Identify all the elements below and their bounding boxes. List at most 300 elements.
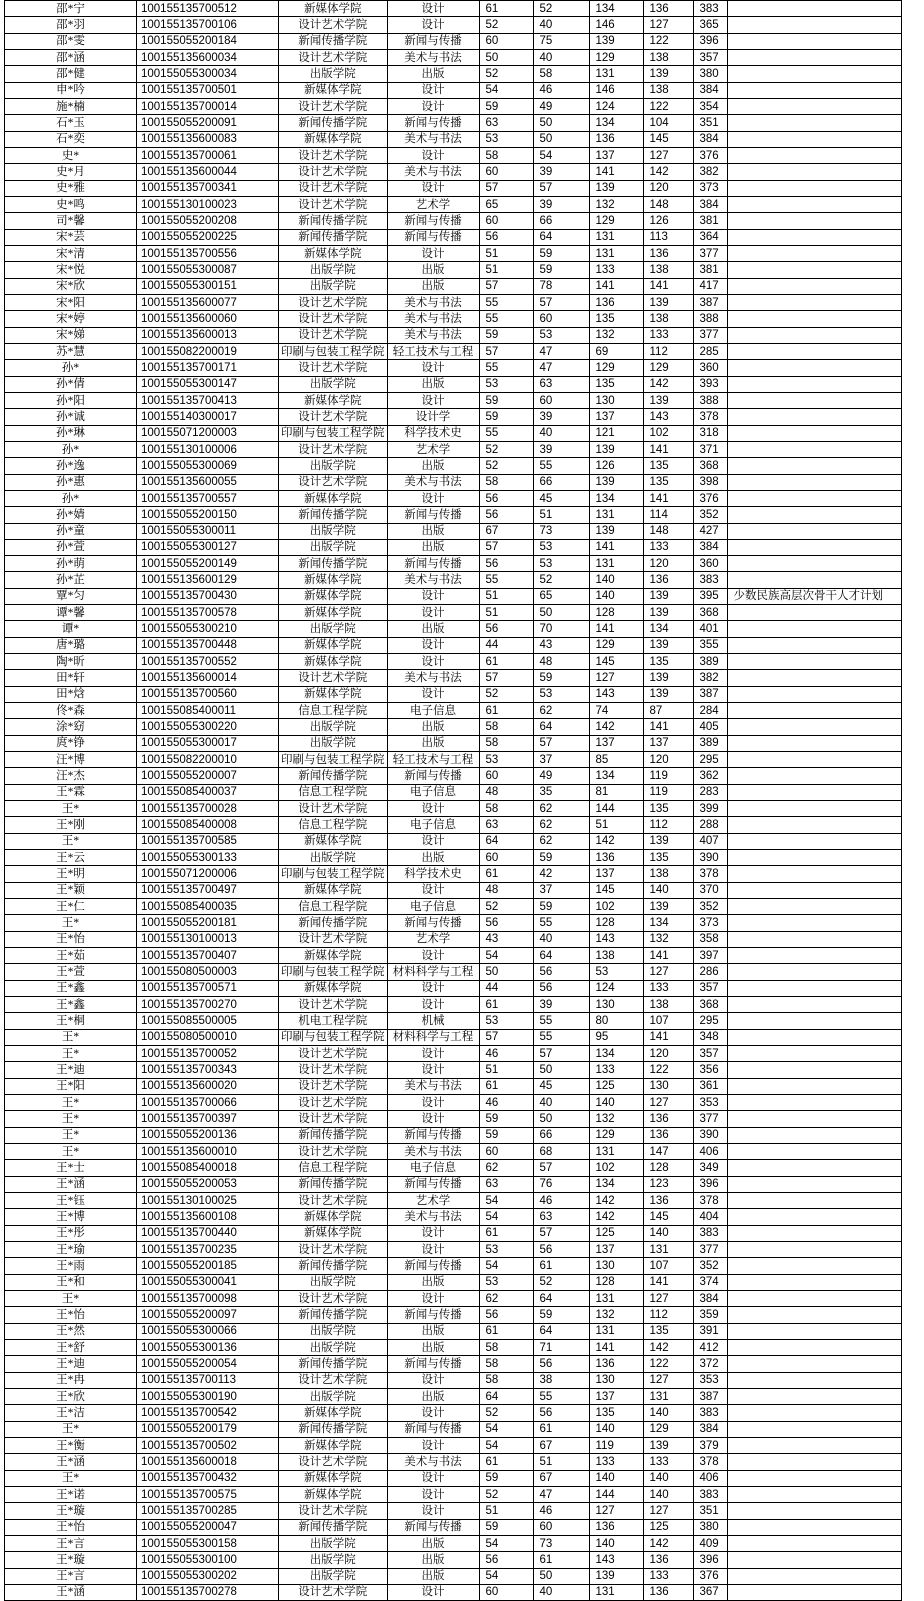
politics-score-cell: 55 <box>479 360 533 376</box>
table-row <box>5 131 902 147</box>
name-cell: 王*雨 <box>5 1258 137 1274</box>
remark-cell <box>727 1143 901 1159</box>
remark-cell <box>727 278 901 294</box>
total-score-cell: 396 <box>693 33 727 49</box>
exam-id-cell: 100155055200054 <box>137 1356 279 1372</box>
college-cell: 设计艺术学院 <box>279 1241 388 1257</box>
exam-id-cell: 100155135700341 <box>137 180 279 196</box>
foreign-language-score-cell: 66 <box>533 213 589 229</box>
exam-id-cell: 100155055200091 <box>137 115 279 131</box>
foreign-language-score-cell: 70 <box>533 621 589 637</box>
name-cell: 王* <box>5 1143 137 1159</box>
major-cell: 美术与书法 <box>387 311 479 327</box>
table-row <box>5 735 902 751</box>
college-cell: 新闻传播学院 <box>279 1307 388 1323</box>
exam-id-cell: 100155135700552 <box>137 654 279 670</box>
foreign-language-score-cell: 59 <box>533 899 589 915</box>
foreign-language-score-cell: 51 <box>533 507 589 523</box>
college-cell: 新媒体学院 <box>279 686 388 702</box>
name-cell: 田*焓 <box>5 686 137 702</box>
exam-id-cell: 100155135600034 <box>137 49 279 65</box>
remark-cell <box>727 833 901 849</box>
table-row <box>5 850 902 866</box>
major-cell: 新闻与传播 <box>387 1307 479 1323</box>
subject2-score-cell: 120 <box>643 556 693 572</box>
table-row <box>5 637 902 653</box>
major-cell: 出版 <box>387 278 479 294</box>
foreign-language-score-cell: 50 <box>533 1111 589 1127</box>
remark-cell <box>727 1094 901 1110</box>
foreign-language-score-cell: 39 <box>533 409 589 425</box>
foreign-language-score-cell: 49 <box>533 768 589 784</box>
subject2-score-cell: 127 <box>643 147 693 163</box>
remark-cell <box>727 1356 901 1372</box>
subject1-score-cell: 141 <box>589 1339 643 1355</box>
subject1-score-cell: 127 <box>589 1503 643 1519</box>
table-row <box>5 82 902 98</box>
name-cell: 史*雅 <box>5 180 137 196</box>
foreign-language-score-cell: 68 <box>533 1143 589 1159</box>
total-score-cell: 295 <box>693 1013 727 1029</box>
exam-id-cell: 100155055300136 <box>137 1339 279 1355</box>
name-cell: 王*博 <box>5 1209 137 1225</box>
remark-cell <box>727 850 901 866</box>
foreign-language-score-cell: 67 <box>533 1470 589 1486</box>
exam-id-cell: 100155135600020 <box>137 1078 279 1094</box>
remark-cell <box>727 637 901 653</box>
total-score-cell: 381 <box>693 213 727 229</box>
name-cell: 王*舒 <box>5 1339 137 1355</box>
remark-cell <box>727 1584 901 1600</box>
name-cell: 陶*昕 <box>5 654 137 670</box>
foreign-language-score-cell: 60 <box>533 1519 589 1535</box>
total-score-cell: 383 <box>693 1 727 17</box>
total-score-cell: 376 <box>693 490 727 506</box>
exam-id-cell: 100155055200007 <box>137 768 279 784</box>
foreign-language-score-cell: 46 <box>533 82 589 98</box>
foreign-language-score-cell: 53 <box>533 556 589 572</box>
exam-id-cell: 100155135700578 <box>137 605 279 621</box>
major-cell: 设计 <box>387 882 479 898</box>
subject1-score-cell: 135 <box>589 311 643 327</box>
exam-id-cell: 100155055200225 <box>137 229 279 245</box>
table-row <box>5 507 902 523</box>
major-cell: 电子信息 <box>387 784 479 800</box>
major-cell: 设计 <box>387 1241 479 1257</box>
remark-cell <box>727 294 901 310</box>
name-cell: 王* <box>5 1290 137 1306</box>
major-cell: 设计 <box>387 1046 479 1062</box>
name-cell: 王*鑫 <box>5 997 137 1013</box>
exam-id-cell: 100155135700497 <box>137 882 279 898</box>
exam-id-cell: 100155055300066 <box>137 1323 279 1339</box>
college-cell: 新闻传播学院 <box>279 1258 388 1274</box>
table-row <box>5 948 902 964</box>
name-cell: 孙*童 <box>5 523 137 539</box>
politics-score-cell: 57 <box>479 670 533 686</box>
name-cell: 田*轩 <box>5 670 137 686</box>
name-cell: 邵*健 <box>5 66 137 82</box>
remark-cell <box>727 768 901 784</box>
table-row <box>5 1323 902 1339</box>
subject2-score-cell: 142 <box>643 376 693 392</box>
total-score-cell: 318 <box>693 425 727 441</box>
foreign-language-score-cell: 66 <box>533 474 589 490</box>
college-cell: 设计艺术学院 <box>279 474 388 490</box>
foreign-language-score-cell: 42 <box>533 866 589 882</box>
college-cell: 新闻传播学院 <box>279 507 388 523</box>
subject1-score-cell: 127 <box>589 670 643 686</box>
table-row <box>5 833 902 849</box>
major-cell: 科学技术史 <box>387 866 479 882</box>
subject2-score-cell: 134 <box>643 621 693 637</box>
remark-cell <box>727 948 901 964</box>
remark-cell <box>727 98 901 114</box>
total-score-cell: 404 <box>693 1209 727 1225</box>
major-cell: 新闻与传播 <box>387 915 479 931</box>
total-score-cell: 393 <box>693 376 727 392</box>
table-row <box>5 1405 902 1421</box>
politics-score-cell: 61 <box>479 1454 533 1470</box>
exam-id-cell: 100155135700397 <box>137 1111 279 1127</box>
subject2-score-cell: 136 <box>643 1584 693 1600</box>
subject1-score-cell: 133 <box>589 262 643 278</box>
politics-score-cell: 61 <box>479 997 533 1013</box>
exam-id-cell: 100155055200179 <box>137 1421 279 1437</box>
exam-id-cell: 100155071200006 <box>137 866 279 882</box>
subject1-score-cell: 130 <box>589 392 643 408</box>
subject1-score-cell: 132 <box>589 327 643 343</box>
college-cell: 设计艺术学院 <box>279 1062 388 1078</box>
total-score-cell: 399 <box>693 801 727 817</box>
politics-score-cell: 51 <box>479 262 533 278</box>
subject2-score-cell: 114 <box>643 507 693 523</box>
college-cell: 出版学院 <box>279 458 388 474</box>
politics-score-cell: 60 <box>479 213 533 229</box>
foreign-language-score-cell: 40 <box>533 49 589 65</box>
name-cell: 王* <box>5 1029 137 1045</box>
total-score-cell: 348 <box>693 1029 727 1045</box>
table-row <box>5 1160 902 1176</box>
college-cell: 设计艺术学院 <box>279 1290 388 1306</box>
college-cell: 设计艺术学院 <box>279 360 388 376</box>
exam-id-cell: 100155085400011 <box>137 703 279 719</box>
name-cell: 孙*逸 <box>5 458 137 474</box>
exam-id-cell: 100155055300011 <box>137 523 279 539</box>
table-row <box>5 1454 902 1470</box>
remark-cell <box>727 1127 901 1143</box>
politics-score-cell: 57 <box>479 539 533 555</box>
exam-id-cell: 100155135600055 <box>137 474 279 490</box>
foreign-language-score-cell: 40 <box>533 1094 589 1110</box>
name-cell: 王*颖 <box>5 882 137 898</box>
college-cell: 信息工程学院 <box>279 703 388 719</box>
college-cell: 设计艺术学院 <box>279 1372 388 1388</box>
foreign-language-score-cell: 53 <box>533 539 589 555</box>
subject2-score-cell: 123 <box>643 1176 693 1192</box>
total-score-cell: 406 <box>693 1470 727 1486</box>
total-score-cell: 371 <box>693 441 727 457</box>
subject2-score-cell: 112 <box>643 817 693 833</box>
subject1-score-cell: 128 <box>589 605 643 621</box>
name-cell: 宋*悦 <box>5 262 137 278</box>
major-cell: 美术与书法 <box>387 1143 479 1159</box>
name-cell: 宋*阳 <box>5 294 137 310</box>
major-cell: 新闻与传播 <box>387 213 479 229</box>
subject1-score-cell: 131 <box>589 1143 643 1159</box>
college-cell: 设计艺术学院 <box>279 327 388 343</box>
subject2-score-cell: 135 <box>643 458 693 474</box>
remark-cell <box>727 915 901 931</box>
subject1-score-cell: 137 <box>589 735 643 751</box>
subject2-score-cell: 136 <box>643 572 693 588</box>
table-row <box>5 1503 902 1519</box>
remark-cell <box>727 229 901 245</box>
foreign-language-score-cell: 45 <box>533 490 589 506</box>
name-cell: 王*阳 <box>5 1078 137 1094</box>
politics-score-cell: 53 <box>479 1241 533 1257</box>
table-row <box>5 588 902 604</box>
total-score-cell: 288 <box>693 817 727 833</box>
remark-cell: 少数民族高层次骨干人才计划 <box>727 588 901 604</box>
subject1-score-cell: 141 <box>589 278 643 294</box>
college-cell: 新闻传播学院 <box>279 229 388 245</box>
college-cell: 新媒体学院 <box>279 948 388 964</box>
name-cell: 王*士 <box>5 1160 137 1176</box>
subject2-score-cell: 122 <box>643 1356 693 1372</box>
exam-id-cell: 100155135700270 <box>137 997 279 1013</box>
subject1-score-cell: 134 <box>589 1176 643 1192</box>
exam-id-cell: 100155135700440 <box>137 1225 279 1241</box>
exam-id-cell: 100155130100006 <box>137 441 279 457</box>
total-score-cell: 359 <box>693 1307 727 1323</box>
name-cell: 汪*博 <box>5 752 137 768</box>
subject1-score-cell: 138 <box>589 948 643 964</box>
name-cell: 王*和 <box>5 1274 137 1290</box>
subject1-score-cell: 128 <box>589 1274 643 1290</box>
major-cell: 出版 <box>387 1274 479 1290</box>
subject1-score-cell: 125 <box>589 1225 643 1241</box>
remark-cell <box>727 376 901 392</box>
subject2-score-cell: 137 <box>643 735 693 751</box>
table-row <box>5 621 902 637</box>
remark-cell <box>727 164 901 180</box>
politics-score-cell: 63 <box>479 115 533 131</box>
name-cell: 王*璇 <box>5 1503 137 1519</box>
college-cell: 新媒体学院 <box>279 392 388 408</box>
exam-id-cell: 100155085400018 <box>137 1160 279 1176</box>
table-row <box>5 1209 902 1225</box>
politics-score-cell: 58 <box>479 735 533 751</box>
politics-score-cell: 60 <box>479 164 533 180</box>
remark-cell <box>727 686 901 702</box>
college-cell: 出版学院 <box>279 621 388 637</box>
subject1-score-cell: 124 <box>589 98 643 114</box>
table-row <box>5 98 902 114</box>
subject1-score-cell: 136 <box>589 294 643 310</box>
major-cell: 新闻与传播 <box>387 1127 479 1143</box>
subject2-score-cell: 107 <box>643 1013 693 1029</box>
major-cell: 设计 <box>387 1486 479 1502</box>
college-cell: 设计艺术学院 <box>279 931 388 947</box>
subject1-score-cell: 130 <box>589 997 643 1013</box>
name-cell: 王*迪 <box>5 1062 137 1078</box>
foreign-language-score-cell: 56 <box>533 964 589 980</box>
major-cell: 出版 <box>387 523 479 539</box>
total-score-cell: 387 <box>693 1388 727 1404</box>
foreign-language-score-cell: 43 <box>533 637 589 653</box>
subject2-score-cell: 139 <box>643 588 693 604</box>
politics-score-cell: 54 <box>479 1535 533 1551</box>
subject2-score-cell: 102 <box>643 425 693 441</box>
name-cell: 王*瑜 <box>5 1241 137 1257</box>
subject2-score-cell: 138 <box>643 262 693 278</box>
subject1-score-cell: 146 <box>589 82 643 98</box>
total-score-cell: 398 <box>693 474 727 490</box>
politics-score-cell: 52 <box>479 458 533 474</box>
foreign-language-score-cell: 37 <box>533 752 589 768</box>
remark-cell <box>727 1405 901 1421</box>
name-cell: 王* <box>5 1094 137 1110</box>
subject1-score-cell: 137 <box>589 147 643 163</box>
politics-score-cell: 53 <box>479 752 533 768</box>
name-cell: 王*欣 <box>5 1388 137 1404</box>
major-cell: 美术与书法 <box>387 474 479 490</box>
total-score-cell: 364 <box>693 229 727 245</box>
exam-id-cell: 100155135700343 <box>137 1062 279 1078</box>
subject2-score-cell: 139 <box>643 637 693 653</box>
foreign-language-score-cell: 62 <box>533 703 589 719</box>
remark-cell <box>727 997 901 1013</box>
subject1-score-cell: 143 <box>589 686 643 702</box>
foreign-language-score-cell: 78 <box>533 278 589 294</box>
subject1-score-cell: 140 <box>589 1470 643 1486</box>
politics-score-cell: 54 <box>479 1192 533 1208</box>
politics-score-cell: 55 <box>479 294 533 310</box>
exam-id-cell: 100155055300087 <box>137 262 279 278</box>
college-cell: 出版学院 <box>279 278 388 294</box>
foreign-language-score-cell: 57 <box>533 1225 589 1241</box>
foreign-language-score-cell: 47 <box>533 343 589 359</box>
remark-cell <box>727 1552 901 1568</box>
remark-cell <box>727 1209 901 1225</box>
remark-cell <box>727 490 901 506</box>
politics-score-cell: 53 <box>479 1013 533 1029</box>
remark-cell <box>727 1535 901 1551</box>
name-cell: 孙*倩 <box>5 376 137 392</box>
table-row <box>5 1258 902 1274</box>
exam-id-cell: 100155135700278 <box>137 1584 279 1600</box>
politics-score-cell: 61 <box>479 1225 533 1241</box>
table-row <box>5 1568 902 1584</box>
major-cell: 设计 <box>387 801 479 817</box>
table-row <box>5 654 902 670</box>
politics-score-cell: 60 <box>479 33 533 49</box>
total-score-cell: 368 <box>693 458 727 474</box>
major-cell: 设计学 <box>387 409 479 425</box>
table-row <box>5 703 902 719</box>
table-row <box>5 1372 902 1388</box>
total-score-cell: 362 <box>693 768 727 784</box>
major-cell: 出版 <box>387 262 479 278</box>
total-score-cell: 376 <box>693 147 727 163</box>
foreign-language-score-cell: 52 <box>533 572 589 588</box>
total-score-cell: 387 <box>693 294 727 310</box>
politics-score-cell: 53 <box>479 376 533 392</box>
major-cell: 设计 <box>387 392 479 408</box>
remark-cell <box>727 1111 901 1127</box>
major-cell: 设计 <box>387 833 479 849</box>
subject2-score-cell: 141 <box>643 278 693 294</box>
major-cell: 设计 <box>387 686 479 702</box>
table-row <box>5 458 902 474</box>
subject1-score-cell: 139 <box>589 523 643 539</box>
foreign-language-score-cell: 59 <box>533 850 589 866</box>
politics-score-cell: 61 <box>479 654 533 670</box>
foreign-language-score-cell: 39 <box>533 196 589 212</box>
foreign-language-score-cell: 47 <box>533 360 589 376</box>
table-row <box>5 1519 902 1535</box>
remark-cell <box>727 703 901 719</box>
major-cell: 美术与书法 <box>387 670 479 686</box>
name-cell: 王* <box>5 1111 137 1127</box>
college-cell: 设计艺术学院 <box>279 1584 388 1600</box>
subject1-score-cell: 140 <box>589 1535 643 1551</box>
exam-id-cell: 100155135700028 <box>137 801 279 817</box>
college-cell: 新媒体学院 <box>279 572 388 588</box>
politics-score-cell: 59 <box>479 1470 533 1486</box>
table-row <box>5 980 902 996</box>
college-cell: 信息工程学院 <box>279 899 388 915</box>
name-cell: 王*璇 <box>5 1552 137 1568</box>
subject1-score-cell: 121 <box>589 425 643 441</box>
politics-score-cell: 43 <box>479 931 533 947</box>
total-score-cell: 397 <box>693 948 727 964</box>
politics-score-cell: 51 <box>479 588 533 604</box>
remark-cell <box>727 409 901 425</box>
subject2-score-cell: 141 <box>643 490 693 506</box>
college-cell: 设计艺术学院 <box>279 17 388 33</box>
subject2-score-cell: 133 <box>643 1568 693 1584</box>
remark-cell <box>727 654 901 670</box>
table-row <box>5 392 902 408</box>
subject1-score-cell: 136 <box>589 1519 643 1535</box>
foreign-language-score-cell: 60 <box>533 392 589 408</box>
remark-cell <box>727 147 901 163</box>
major-cell: 出版 <box>387 1339 479 1355</box>
table-row <box>5 719 902 735</box>
foreign-language-score-cell: 39 <box>533 997 589 1013</box>
total-score-cell: 295 <box>693 752 727 768</box>
table-row <box>5 360 902 376</box>
remark-cell <box>727 82 901 98</box>
politics-score-cell: 54 <box>479 1568 533 1584</box>
college-cell: 出版学院 <box>279 1339 388 1355</box>
subject2-score-cell: 136 <box>643 1111 693 1127</box>
major-cell: 设计 <box>387 1 479 17</box>
table-row <box>5 1552 902 1568</box>
foreign-language-score-cell: 52 <box>533 1 589 17</box>
subject2-score-cell: 135 <box>643 850 693 866</box>
major-cell: 机械 <box>387 1013 479 1029</box>
total-score-cell: 376 <box>693 1568 727 1584</box>
exam-id-cell: 100155082200010 <box>137 752 279 768</box>
remark-cell <box>727 1339 901 1355</box>
subject2-score-cell: 139 <box>643 686 693 702</box>
subject2-score-cell: 141 <box>643 719 693 735</box>
remark-cell <box>727 621 901 637</box>
foreign-language-score-cell: 59 <box>533 262 589 278</box>
